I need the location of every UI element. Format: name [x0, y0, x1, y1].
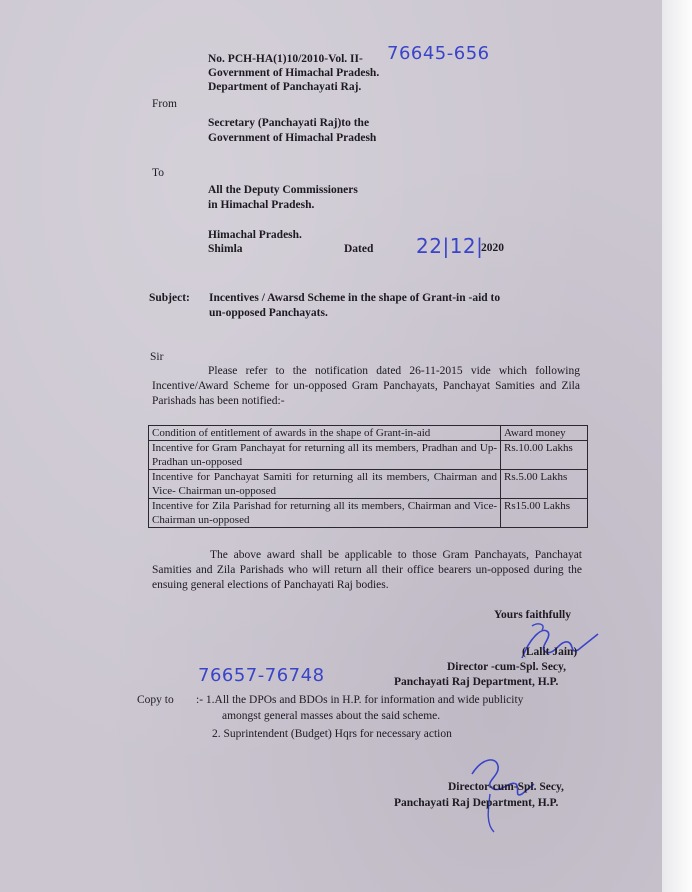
- row-money: Rs.10.00 Lakhs: [501, 441, 588, 470]
- table-header-row: [149, 426, 588, 441]
- row-condition: Incentive for Zila Parishad for returning all its members, Chairman and Vice- Chairman un-opposed: [149, 499, 501, 528]
- dated-year: 2020: [481, 242, 504, 254]
- table-row: [149, 470, 588, 499]
- copy-item1-line1: :- 1.All the DPOs and BDOs in H.P. for information and wide publicity: [196, 694, 524, 706]
- place-line2: Shimla: [208, 243, 243, 255]
- sign2-title: Director-cum-Spl. Secy,: [448, 781, 564, 793]
- copy-number-handwritten: 76657-76748: [198, 665, 325, 686]
- row-money: Rs.5.00 Lakhs: [501, 470, 588, 499]
- closing-paragraph: The above award shall be applicable to those Gram Panchayats, Panchayat Samities and Zila Parishads who will return all their office bearers un-opposed during the ensuing general elections of Panchayati Raj bodies.: [152, 549, 582, 591]
- sign2-dept: Panchayati Raj Department, H.P.: [394, 797, 559, 809]
- yours-faithfully: Yours faithfully: [494, 609, 571, 621]
- to-label: To: [152, 167, 164, 179]
- to-line2: in Himachal Pradesh.: [208, 199, 315, 211]
- table-row: [149, 441, 588, 470]
- subject-line1: Incentives / Awarsd Scheme in the shape of Grant-in -aid to: [209, 292, 501, 304]
- signatory-name: (Lalit Jain): [522, 646, 578, 658]
- salutation: Sir: [150, 351, 164, 363]
- header-department: Department of Panchayati Raj.: [208, 81, 362, 93]
- row-condition: Incentive for Panchayat Samiti for returning all its members, Chairman and Vice- Chairman un-opposed: [149, 470, 501, 499]
- award-table: [148, 425, 588, 528]
- dated-label: Dated: [344, 243, 374, 255]
- page-edge: [662, 0, 692, 892]
- from-label: From: [152, 98, 177, 110]
- body-paragraph: Please refer to the notification dated 26-11-2015 vide which following Incentive/Award Scheme for un-opposed Gram Panchayats, Panchayat Samities and Zila Parishads has been notified:-: [152, 365, 580, 407]
- row-money: Rs15.00 Lakhs: [501, 499, 588, 528]
- signatory-dept: Panchayati Raj Department, H.P.: [394, 676, 559, 688]
- header-government: Government of Himachal Pradesh.: [208, 67, 380, 79]
- signatory-title: Director -cum-Spl. Secy,: [447, 661, 567, 673]
- copy-to-label: Copy to: [137, 694, 174, 706]
- row-condition: Incentive for Gram Panchayat for returning all its members, Pradhan and Up-Pradhan un-opposed: [149, 441, 501, 470]
- file-number: No. PCH-HA(1)10/2010-Vol. II-: [208, 53, 363, 65]
- file-number-handwritten: 76645-656: [387, 43, 490, 64]
- subject-line2: un-opposed Panchayats.: [209, 307, 328, 319]
- copy-item1-line2: amongst general masses about the said scheme.: [222, 710, 441, 722]
- from-line1: Secretary (Panchayati Raj)to the: [208, 117, 370, 129]
- table-header-condition: Condition of entitlement of awards in the shape of Grant-in-aid: [149, 426, 501, 441]
- table-header-money: Award money: [501, 426, 588, 441]
- subject-label: Subject:: [149, 292, 190, 304]
- place-line1: Himachal Pradesh.: [208, 229, 302, 241]
- from-line2: Government of Himachal Pradesh: [208, 132, 377, 144]
- table-row: [149, 499, 588, 528]
- to-line1: All the Deputy Commissioners: [208, 184, 358, 196]
- signature-2: [460, 754, 540, 836]
- dated-handwritten: 22|12|: [416, 234, 484, 258]
- copy-item2: 2. Suprintendent (Budget) Hqrs for necessary action: [212, 728, 452, 740]
